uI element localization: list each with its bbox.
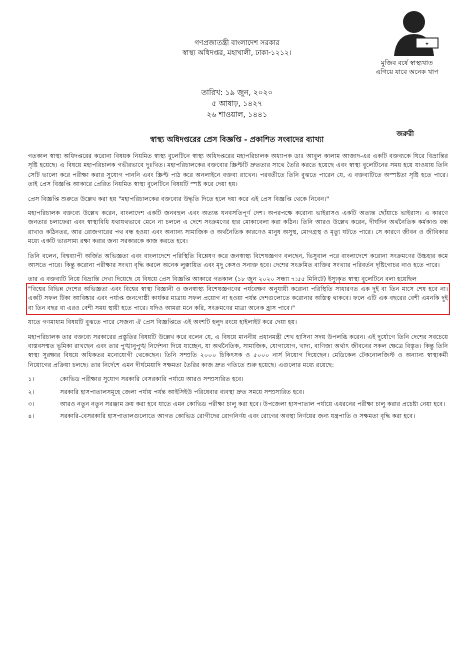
- paragraph-2: প্রেস বিজ্ঞপ্তি শুরুতে উল্লেখ করা হয় "মহাপরিচালকের বক্তব্যের উদ্ধৃতি দিতে হলে দয়া করে এই প্রেস বিজ্ঞপ্তি থেকে নিবেন।": [28, 195, 330, 203]
- paragraph-3: মহাপরিচালক বক্তব্যে উল্লেখ করেন, বাংলাদেশ একটি জনবহুল এবং অত্যন্ত ঘনবসতিপূর্ণ দেশ। অপরপক্ষে করোনা ভাইরাসও একটি অত্যন্ত ছোঁয়াচে ভাইরাস। এ কারণে জনতার চলাফেরা এবং স্বাস্থ্যবিধি যথাযথভাবে মেনে না চললে এ দেশে সংক্রমণের হার মোকাবেলা করা কঠিন। তিনি আরও উল্লেখ করেন, দীর্ঘদিন অর্থনৈতিক কর্মকাণ্ড বন্ধ রাখাও কঠিনতর, আর রোজগারের পথ বন্ধ হওয়া এবং অন্যান্য সামাজিক ও অর্থনৈতিক কারণেও মানুষ অসুস্থ, মোগগ্রস্থ ও মৃত্যু ঘটতে পারে। সে কারণে জীবন ও জীবিকার মধ্যে একটি ভারসাম্য রক্ষা করার জন্য সরকারকে কাজ করতে হবে।: [28, 210, 448, 246]
- paragraph-7: মহাপরিচালক তার বক্তব্যে সরকারের প্রস্তুতির বিষয়টি উল্লেখ করে বলেন যে, এ বিষয়ে মাননীয় প্রধানমন্ত্রী শেখ হাসিনা সদয় উপলব্ধি করেন। এই দুর্যোগে তিনি দেশের সবচেয়ে বাস্তবসম্মত ভূমিকা রাখছেন এবং তার পুঙ্খানুপুঙ্খ নির্দেশনা দিয়ে যাচ্ছেন, যা অর্থনৈতিক, সামাজিক, যোগাযোগ, খাদ্য, বাণিজ্য অর্থাৎ জীবনের সকল ক্ষেত্রে বিস্তৃত। কিন্তু তিনি স্বাস্থ্য সুরক্ষার বিষয়ে অধিকতর মনোযোগী থেকেছেন। তিনি সম্প্রতি ২০০০ চিকিৎসক ও ৫০০০ নার্স নিয়োগ দিয়েছেন। মেডিকেল টেকনোলজিস্ট ও অন্যান্য স্বাস্থ্যকর্মী নিয়োগের প্রক্রিয়া চলছে। তার নির্দেশে এমন দীর্ঘমেয়াদি সক্ষমতা তৈরির কাজ দ্রুত গতিতে শুরু হয়েছে। এগুলোর মধ্যে রয়েছে:: [28, 333, 448, 369]
- document-title: স্বাস্থ্য অধিদপ্তরের প্রেস বিজ্ঞপ্তি - প্রকাশিত সংবাদের ব্যাখ্যা: [150, 135, 324, 144]
- list-text: কোভিড পরীক্ষার সুযোগ সরকারি বেসরকারি পর্যায়ে আরও সম্প্রসারিত হবে।: [60, 376, 244, 384]
- urgent-label: জরুরী: [396, 130, 414, 138]
- list-number: ১।: [28, 376, 35, 384]
- date-bangla: ৫ আষাঢ়, ১৪২৭: [211, 99, 263, 108]
- paragraph-6: যাতে গণমাধ্যম বিষয়টি বুঝতে পারে সেজন্য ঐ প্রেস বিজ্ঞপ্তিতে এই অংশটি হলুদ রংয়ে হাইলাইট করে দেয়া হয়।: [28, 319, 298, 327]
- paragraph-4: তিনি বলেন, বিশ্বব্যাপী অর্জিত অভিজ্ঞতা এবং বাংলাদেশে পরিস্থিতি বিশ্লেষণ করে জনস্বাস্থ্য বিশেষজ্ঞগণ বলছেন, ভিসুবাল পরে বাংলাদেশে করোনা সংক্রমণের উচ্চহার কমে আসতে পারে। কিন্তু করোনা পরীক্ষার সংখ্যা বৃদ্ধি করলে অনেক লুক্কায়িত এবং মৃদু কেসও সনাক্ত হবে। দেশের সংক্রমিত ব্যক্তির সংখ্যার পরিবর্তন দৃষ্টিগোচর নাও হতে পারে।: [28, 252, 448, 270]
- svg-text:✦: ✦: [424, 41, 430, 48]
- paragraph-1: গতকাল স্বাস্থ্য অধিদপ্তরের করোনা বিষয়ক নিয়মিত স্বাস্থ্য বুলেটিনে স্বাস্থ্য অধিদপ্তরের মহাপরিচালক অধ্যাপক ডাঃ আবুল কালাম আজাদ-এর একটি বক্তব্যকে ঘিরে বিভ্রান্তির সৃষ্টি হয়েছে। এ বিষয়ে মহাপরিচালক গভীরভাবে দুঃখিত। মহাপরিচালকের বক্তব্যের স্ক্রিপ্টটি দ্রুততার সাথে তৈরি করতে হয়েছে এবং স্বাস্থ্য বুলেটিনের সময় হয়ে যাওয়ায় তিনি সেটি ভালো করে পরীক্ষা করার সুযোগ পাননি এবং স্ক্রিপ্ট পাঠ করে অনলাইনে বক্তব্য রাখেন। পরবর্তীতে তিনি বুঝতে পারেন যে, এ বক্তব্যটিতে অস্পষ্টতা সৃষ্টি হতে পারে। তাই প্রেস বিজ্ঞপ্তি আকারে প্রেরিত নিয়মিত স্বাস্থ্য বুলেটিনে বিষয়টি স্পষ্ট করে দেয়া হয়।: [28, 153, 448, 189]
- list-number: ৩।: [28, 400, 35, 408]
- paragraph-5: [28, 275, 448, 313]
- paragraph-5-intro: তার এ বক্তব্যটি নিয়ে বিভ্রান্তি দেখা দিয়েছে যে বিষয়ে প্রেস বিজ্ঞপ্তি আকারে গতকাল (১৮ জুন ২০২০ সন্ধ্যা ৭:৫৫ মিনিটে) ইস্যুকৃত স্বাস্থ্য বুলেটিনে বলা হয়েছিল: [28, 276, 417, 284]
- list-text: সরকারি-বেসরকারি হাসপাতালগুলোতে আগত কোভিড রোগীদের রোগনির্ণয় এবং রোগের অবস্থা নির্ণয়ের জন্য যন্ত্রপাতি ও সক্ষমতা বৃদ্ধি করা হবে।: [60, 413, 416, 421]
- list-item: [28, 412, 448, 421]
- slogan-line-2: এগিয়ে যাবে অনেক খাপ: [375, 68, 439, 76]
- list-text: সরকারি হাসপাতালসমূহে জেলা পর্যায় পর্যন্ত আইসিইউ পরিষেবার ব্যবস্থা দ্রুত সময়ে সম্প্রসারিত হবে।: [60, 388, 305, 396]
- list-text: আরও নতুন নতুন সরঞ্জাম ক্রয় করা হবে যাতে এমন কোভিড পরীক্ষা চালু করা হবে। উপজেলা হাসপাতাল পর্যায়ে এধরনের পরীক্ষা চালু করার প্রচেষ্টা নেয়া হবে।: [60, 400, 446, 408]
- list-item: [28, 375, 448, 384]
- date-hijri: ২৬ শাওয়াল, ১৪৪১: [206, 110, 268, 119]
- letterhead: [0, 38, 474, 58]
- list-item: [28, 388, 448, 397]
- list-number: ২।: [28, 388, 35, 396]
- measures-list: [28, 375, 448, 422]
- list-number: ৪।: [28, 413, 35, 421]
- directorate-address: স্বাস্থ্য অধিদপ্তর, মহাখালী, ঢাকা-১২১২।: [182, 49, 292, 57]
- date-gregorian: তারিখ: ১৯ জুন, ২০২০: [201, 88, 273, 97]
- date-block: [0, 87, 474, 120]
- list-item: [28, 400, 448, 409]
- document-body: [28, 152, 448, 425]
- slogan-line-1: মুজিব বর্ষে স্বাস্থ্যখাত: [381, 59, 433, 67]
- highlighted-quote: "বিশ্বের বিভিন্ন দেশের অভিজ্ঞতা এবং বিশ্বের স্বাস্থ্য বিজ্ঞানী ও জনস্বাস্থ্য বিশেষজ্ঞগণের পর্যবেক্ষণ অনুযায়ী করোনা পরিস্থিতি সাধারণত এক দুই বা তিন মাসে শেষ হবে না। একটি সফল টিকা আবিষ্কার এবং পর্যাপ্ত জনগোষ্ঠী কার্যকর মাত্রায় সফল প্রয়োগ না হওয়া পর্যন্ত দেশগুলোতে করোনার অস্তিত্ব থাকবে। ফলে এটি এক বছরের বেশী এমনকি দুই বা তিন বছর বা এরও বেশী সময় স্থায়ী হতে পারে। যদিও আমরা মনে করি, সংক্রমণের মাত্রা অনেক হ্রাস পাবে।": [28, 285, 448, 312]
- government-name: গণপ্রজাতন্ত্রী বাংলাদেশ সরকার: [194, 39, 280, 47]
